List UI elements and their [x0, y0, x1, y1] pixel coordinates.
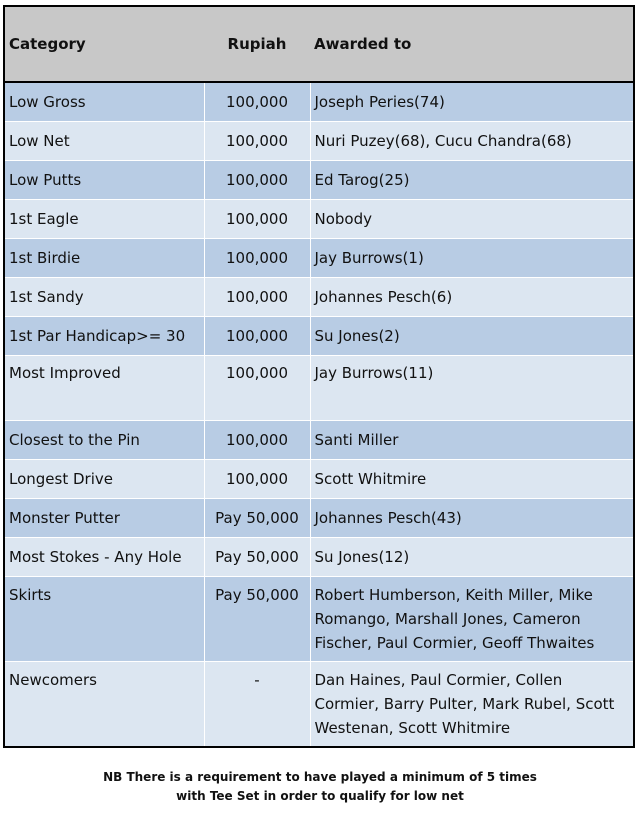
- header-category: Category: [4, 6, 204, 82]
- table-row: [4, 538, 634, 577]
- table-row: [4, 577, 634, 662]
- category-cell: 1st Eagle: [4, 200, 204, 239]
- rupiah-cell: 100,000: [204, 356, 310, 421]
- table-row: [4, 460, 634, 499]
- rupiah-cell: 100,000: [204, 460, 310, 499]
- table-row: [4, 317, 634, 356]
- category-cell: Low Putts: [4, 161, 204, 200]
- footnote-line-2: with Tee Set in order to qualify for low net: [176, 789, 464, 803]
- footnote-line-1: NB There is a requirement to have played a minimum of 5 times: [103, 770, 537, 784]
- awarded-cell: Robert Humberson, Keith Miller, Mike Romango, Marshall Jones, Cameron Fischer, Paul Cormier, Geoff Thwaites: [310, 577, 634, 662]
- rupiah-cell: 100,000: [204, 122, 310, 161]
- awarded-cell: Nuri Puzey(68), Cucu Chandra(68): [310, 122, 634, 161]
- rupiah-cell: 100,000: [204, 278, 310, 317]
- category-cell: 1st Birdie: [4, 239, 204, 278]
- awarded-cell: Nobody: [310, 200, 634, 239]
- category-cell: Most Stokes - Any Hole: [4, 538, 204, 577]
- table-row: [4, 499, 634, 538]
- category-cell: Monster Putter: [4, 499, 204, 538]
- table-row: [4, 662, 634, 748]
- awarded-cell: Johannes Pesch(6): [310, 278, 634, 317]
- awarded-cell: Joseph Peries(74): [310, 82, 634, 122]
- awarded-cell: Santi Miller: [310, 421, 634, 460]
- table-row: [4, 122, 634, 161]
- awarded-cell: Su Jones(2): [310, 317, 634, 356]
- rupiah-cell: 100,000: [204, 200, 310, 239]
- category-cell: Newcomers: [4, 662, 204, 748]
- category-cell: Closest to the Pin: [4, 421, 204, 460]
- table-row: [4, 421, 634, 460]
- rupiah-cell: 100,000: [204, 82, 310, 122]
- awarded-cell: Johannes Pesch(43): [310, 499, 634, 538]
- table-row: [4, 239, 634, 278]
- awarded-cell: Jay Burrows(11): [310, 356, 634, 421]
- rupiah-cell: 100,000: [204, 317, 310, 356]
- header-awarded-to: Awarded to: [310, 6, 634, 82]
- table-header-row: [4, 6, 634, 82]
- category-cell: 1st Sandy: [4, 278, 204, 317]
- awarded-cell: Ed Tarog(25): [310, 161, 634, 200]
- awarded-cell: Jay Burrows(1): [310, 239, 634, 278]
- header-rupiah: Rupiah: [204, 6, 310, 82]
- table-row: [4, 161, 634, 200]
- category-cell: Most Improved: [4, 356, 204, 421]
- table-row: [4, 200, 634, 239]
- awarded-cell: Su Jones(12): [310, 538, 634, 577]
- rupiah-cell: 100,000: [204, 161, 310, 200]
- table-row: [4, 278, 634, 317]
- rupiah-cell: 100,000: [204, 239, 310, 278]
- category-cell: 1st Par Handicap>= 30: [4, 317, 204, 356]
- footnote: [0, 768, 640, 806]
- rupiah-cell: Pay 50,000: [204, 499, 310, 538]
- prize-table: [3, 5, 635, 748]
- rupiah-cell: -: [204, 662, 310, 748]
- category-cell: Skirts: [4, 577, 204, 662]
- rupiah-cell: Pay 50,000: [204, 577, 310, 662]
- awarded-cell: Scott Whitmire: [310, 460, 634, 499]
- category-cell: Longest Drive: [4, 460, 204, 499]
- category-cell: Low Gross: [4, 82, 204, 122]
- awarded-cell: Dan Haines, Paul Cormier, Collen Cormier, Barry Pulter, Mark Rubel, Scott Westenan, Scott Whitmire: [310, 662, 634, 748]
- rupiah-cell: 100,000: [204, 421, 310, 460]
- table-row: [4, 82, 634, 122]
- table-row: [4, 356, 634, 421]
- rupiah-cell: Pay 50,000: [204, 538, 310, 577]
- category-cell: Low Net: [4, 122, 204, 161]
